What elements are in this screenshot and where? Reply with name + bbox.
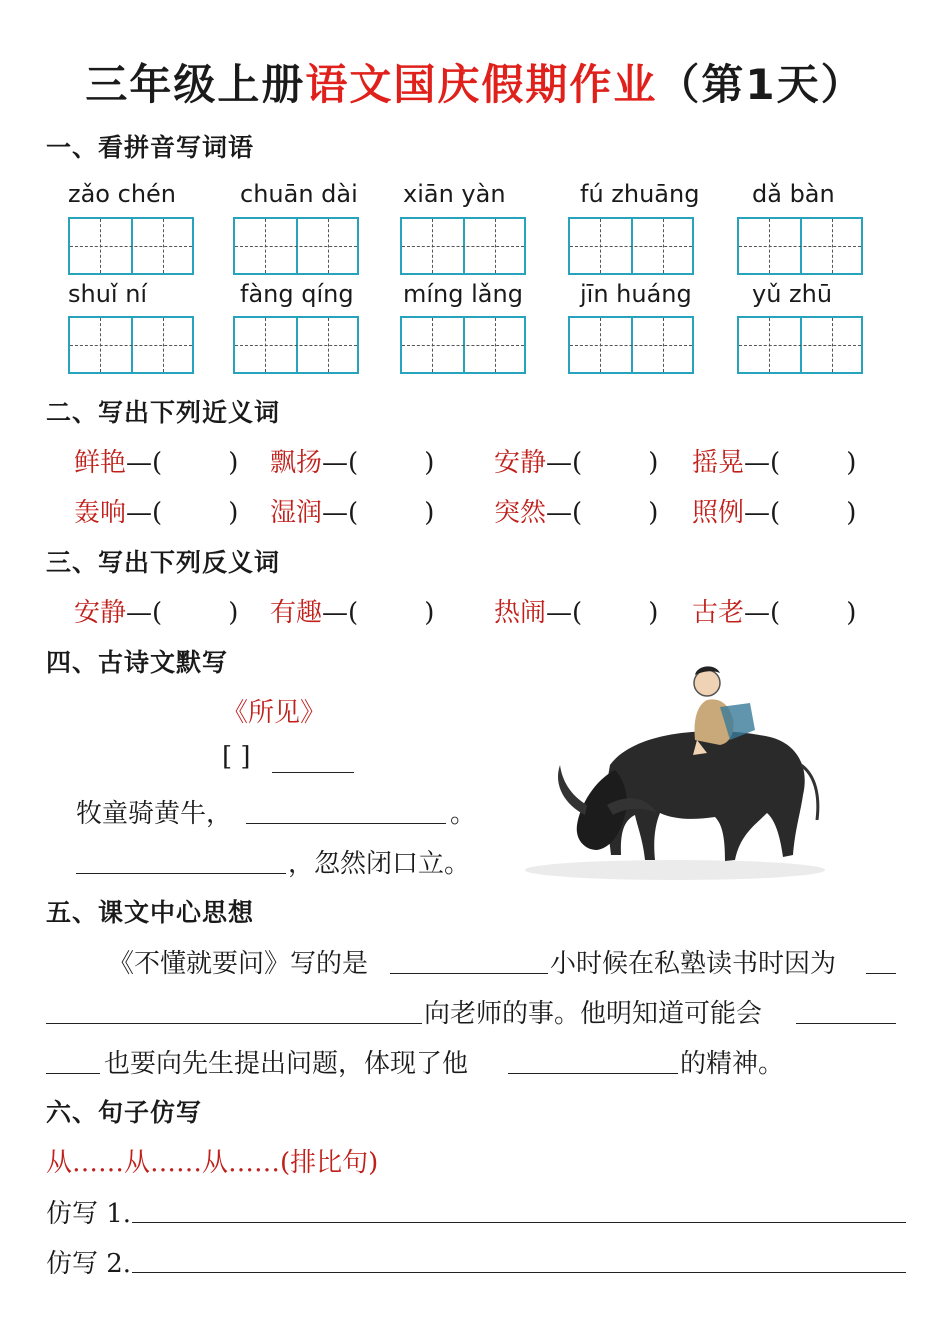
section-2-heading: 二、写出下列近义词 [46, 398, 281, 427]
answer-blank[interactable]: —( ) [126, 598, 239, 628]
answer-blank[interactable]: —( ) [322, 448, 435, 478]
writing-grid[interactable] [68, 316, 194, 374]
answer-blank[interactable]: —( ) [546, 448, 659, 478]
section-3-heading: 三、写出下列反义词 [46, 548, 281, 577]
imitation-label-1: 仿写 1. [46, 1199, 132, 1229]
poem-line-1: 牧童骑黄牛， [76, 799, 233, 829]
summary-text-2: 小时候在私塾读书时因为 [550, 949, 837, 979]
answer-blank[interactable]: —( ) [744, 498, 857, 528]
word: 安静 [494, 448, 547, 478]
writing-grid[interactable] [568, 316, 694, 374]
word-pair[interactable] [270, 442, 434, 479]
word-pair[interactable] [74, 442, 238, 479]
pinyin-label: míng lǎng [403, 280, 523, 308]
sentence-pattern: 从……从……从……(排比句) [46, 1148, 379, 1178]
writing-grid[interactable] [400, 316, 526, 374]
imitation-line-1[interactable] [132, 1222, 906, 1223]
poem-line-1-end: 。 [450, 799, 477, 829]
writing-grid[interactable] [233, 316, 359, 374]
word-pair[interactable] [494, 592, 658, 629]
answer-blank[interactable]: —( ) [322, 598, 435, 628]
writing-grid[interactable] [737, 316, 863, 374]
answer-blank[interactable]: —( ) [546, 498, 659, 528]
ink-painting-boy-on-ox-image [525, 645, 835, 900]
poem-title: 《所见》 [222, 698, 327, 728]
answer-blank[interactable]: —( ) [546, 598, 659, 628]
pinyin-label: xiān yàn [403, 180, 506, 208]
word: 安静 [74, 598, 127, 628]
author-blank[interactable] [272, 772, 354, 773]
answer-blank[interactable]: —( ) [744, 448, 857, 478]
imitation-line-2[interactable] [132, 1272, 906, 1273]
pinyin-label: chuān dài [240, 180, 358, 208]
word: 古老 [692, 598, 745, 628]
word-pair[interactable] [270, 592, 434, 629]
word: 湿润 [270, 498, 323, 528]
title-subject: 语文国庆假期作业 [305, 60, 658, 109]
word: 照例 [692, 498, 745, 528]
word: 轰响 [74, 498, 127, 528]
poem-line-2: ，忽然闭口立。 [288, 849, 471, 879]
summary-blank-2b[interactable] [46, 1023, 422, 1024]
summary-blank-3a[interactable] [796, 1023, 896, 1024]
section-4-heading: 四、古诗文默写 [46, 648, 229, 677]
word-pair[interactable] [692, 492, 856, 529]
section-5-heading: 五、课文中心思想 [46, 898, 255, 927]
poem-blank-2[interactable] [76, 873, 286, 874]
poem-blank-1[interactable] [246, 823, 446, 824]
pinyin-label: fàng qíng [240, 280, 354, 308]
pinyin-label: zǎo chén [68, 180, 176, 208]
answer-blank[interactable]: —( ) [744, 598, 857, 628]
summary-text-3: 向老师的事。他明知道可能会 [424, 999, 763, 1029]
word: 鲜艳 [74, 448, 127, 478]
page-title [0, 52, 950, 112]
writing-grid[interactable] [737, 217, 863, 275]
word: 摇晃 [692, 448, 745, 478]
word: 突然 [494, 498, 547, 528]
summary-blank-2a[interactable] [866, 973, 896, 974]
summary-blank-3b[interactable] [46, 1073, 100, 1074]
word-pair[interactable] [494, 492, 658, 529]
writing-grid[interactable] [233, 217, 359, 275]
summary-text-5: 的精神。 [680, 1049, 785, 1079]
word-pair[interactable] [494, 442, 658, 479]
writing-grid[interactable] [400, 217, 526, 275]
word-pair[interactable] [692, 442, 856, 479]
pinyin-label: fú zhuāng [580, 180, 700, 208]
summary-blank-1[interactable] [390, 973, 548, 974]
word: 有趣 [270, 598, 323, 628]
section-1-heading: 一、看拼音写词语 [46, 133, 255, 162]
summary-text-4: 也要向先生提出问题，体现了他 [104, 1049, 469, 1079]
title-grade: 三年级上册 [85, 60, 306, 109]
summary-text-1: 《不懂就要问》写的是 [108, 949, 369, 979]
word: 飘扬 [270, 448, 323, 478]
answer-blank[interactable]: —( ) [322, 498, 435, 528]
summary-blank-4[interactable] [508, 1073, 678, 1074]
answer-blank[interactable]: —( ) [126, 498, 239, 528]
pinyin-label: yǔ zhū [752, 280, 833, 308]
title-day: （第1天） [657, 60, 865, 109]
imitation-label-2: 仿写 2. [46, 1249, 132, 1279]
pinyin-label: dǎ bàn [752, 180, 835, 208]
word-pair[interactable] [270, 492, 434, 529]
pinyin-label: shuǐ ní [68, 280, 148, 308]
poem-author-bracket: [ ] [222, 742, 251, 772]
section-6-heading: 六、句子仿写 [46, 1098, 203, 1127]
writing-grid[interactable] [568, 217, 694, 275]
writing-grid[interactable] [68, 217, 194, 275]
word-pair[interactable] [692, 592, 856, 629]
word-pair[interactable] [74, 592, 238, 629]
pinyin-label: jīn huáng [580, 280, 692, 308]
word-pair[interactable] [74, 492, 238, 529]
answer-blank[interactable]: —( ) [126, 448, 239, 478]
word: 热闹 [494, 598, 547, 628]
